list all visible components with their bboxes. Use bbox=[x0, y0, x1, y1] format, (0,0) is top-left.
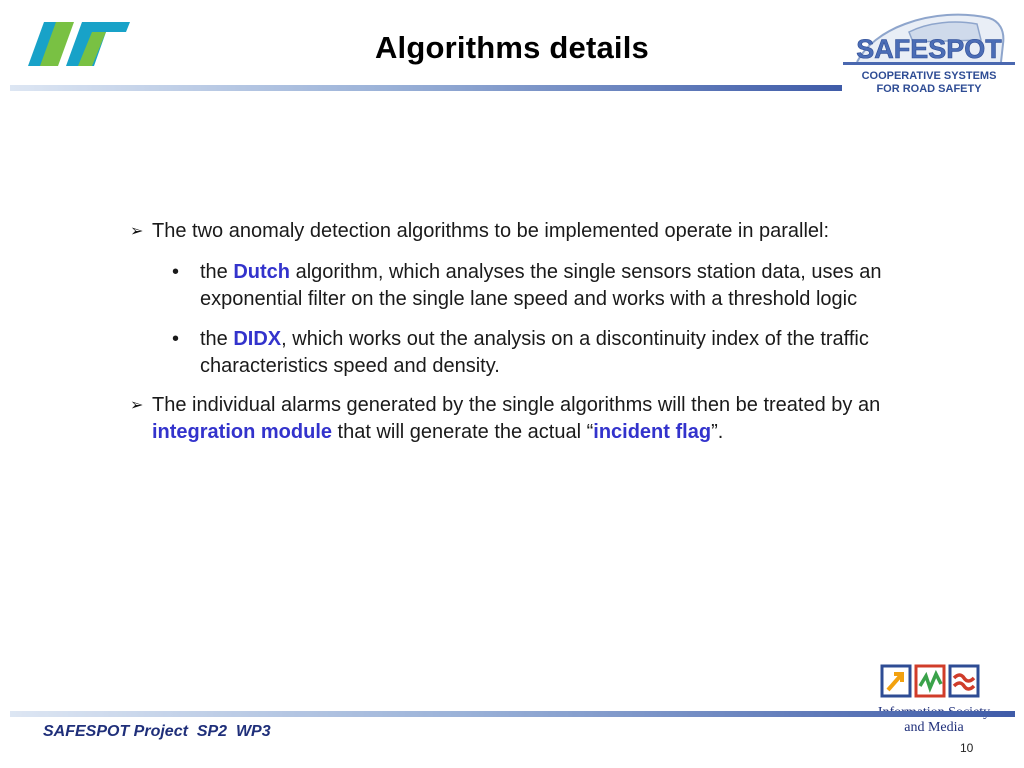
highlight-integration-module: integration module bbox=[152, 421, 332, 443]
sub-bullet-item bbox=[130, 326, 910, 380]
dot-bullet-icon: • bbox=[172, 328, 180, 350]
bullet-item bbox=[130, 218, 910, 245]
sub-bullet-text: the bbox=[200, 328, 234, 350]
arrow-bullet-icon: ➢ bbox=[130, 397, 144, 414]
sub-bullet-text: , which works out the analysis on a discontinuity index of the traffic characteristics speed and density. bbox=[200, 328, 869, 377]
bullet-text: The two anomaly detection algorithms to be implemented operate in parallel: bbox=[152, 220, 830, 242]
highlight-incident-flag: incident flag bbox=[593, 421, 712, 443]
footer-project-label: SAFESPOT Project SP2 WP3 bbox=[43, 723, 271, 740]
highlight-didx: DIDX bbox=[233, 328, 282, 350]
header-divider bbox=[10, 85, 842, 91]
safespot-tagline-2: FOR ROAD SAFETY bbox=[876, 83, 982, 95]
slide-body bbox=[130, 218, 910, 460]
bullet-text: The individual alarms generated by the single algorithms will then be treated by an bbox=[152, 394, 881, 416]
footer-divider bbox=[10, 711, 1015, 717]
safespot-tagline-1: COOPERATIVE SYSTEMS bbox=[861, 70, 997, 82]
page-title: Algorithms details bbox=[374, 30, 650, 65]
information-society-logo bbox=[864, 660, 1004, 734]
bullet-item bbox=[130, 392, 910, 446]
sub-bullet-text: the bbox=[200, 261, 234, 283]
is-logo-line-2: and Media bbox=[904, 720, 964, 734]
bullet-text: that will generate the actual “ bbox=[332, 421, 594, 443]
safespot-logo bbox=[843, 6, 1015, 98]
safespot-logo-text: SAFESPOT bbox=[856, 34, 1002, 64]
page-number: 10 bbox=[960, 741, 974, 755]
bullet-text: ”. bbox=[711, 421, 724, 443]
sub-bullet-item bbox=[130, 259, 910, 313]
arrow-bullet-icon: ➢ bbox=[130, 223, 144, 240]
highlight-dutch: Dutch bbox=[233, 261, 291, 283]
sub-bullet-text: algorithm, which analyses the single sensors station data, uses an exponential filter on the single lane speed and works with a threshold logic bbox=[200, 261, 882, 310]
dot-bullet-icon: • bbox=[172, 261, 180, 283]
